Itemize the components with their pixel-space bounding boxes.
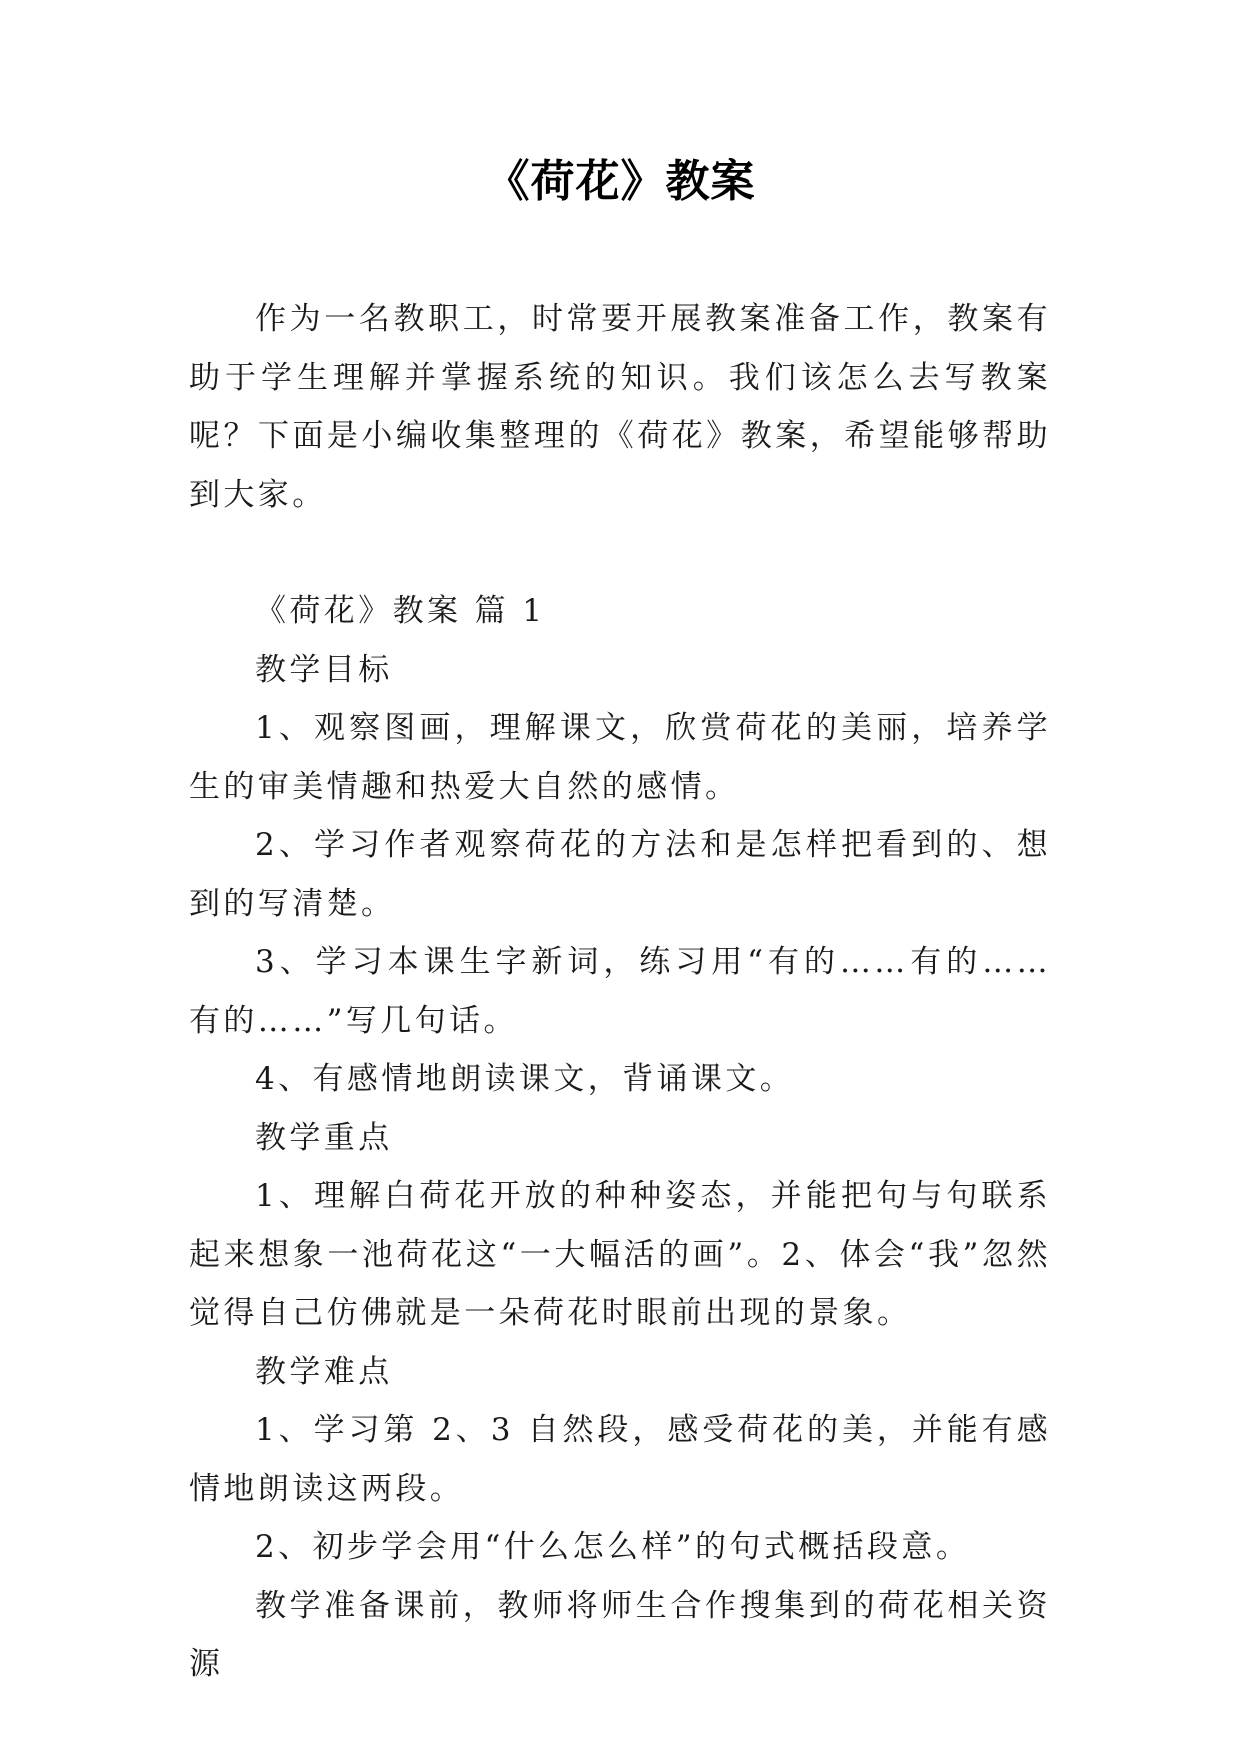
document-body: [189, 290, 1051, 1694]
intro-paragraph: 作为一名教职工，时常要开展教案准备工作，教案有助于学生理解并掌握系统的知识。我们该怎么去写教案呢？下面是小编收集整理的《荷花》教案，希望能够帮助到大家。: [189, 301, 1051, 513]
key-point-item: 1、理解白荷花开放的种种姿态，并能把句与句联系起来想象一池荷花这“一大幅活的画”。2、体会“我”忽然觉得自己仿佛就是一朵荷花时眼前出现的景象。: [189, 1178, 1051, 1331]
heading-difficulties: 教学难点: [255, 1353, 393, 1390]
heading-key-points: 教学重点: [255, 1119, 393, 1156]
goal-item-1: 1、观察图画，理解课文，欣赏荷花的美丽，培养学生的审美情趣和热爱大自然的感情。: [189, 710, 1051, 805]
difficulty-item-1: 1、学习第 2、3 自然段，感受荷花的美，并能有感情地朗读这两段。: [189, 1412, 1051, 1507]
section-heading: 《荷花》教案 篇 1: [255, 593, 546, 629]
document-title: 《荷花》教案: [485, 156, 756, 207]
goal-item-2: 2、学习作者观察荷花的方法和是怎样把看到的、想到的写清楚。: [189, 827, 1051, 922]
goal-item-3: 3、学习本课生字新词，练习用“有的……有的……有的……”写几句话。: [189, 944, 1051, 1039]
heading-teaching-goals: 教学目标: [255, 651, 393, 688]
preparation-paragraph: 教学准备课前，教师将师生合作搜集到的荷花相关资源: [189, 1587, 1051, 1682]
difficulty-item-2: 2、初步学会用“什么怎么样”的句式概括段意。: [255, 1529, 971, 1565]
goal-item-4: 4、有感情地朗读课文，背诵课文。: [255, 1061, 795, 1097]
paragraph-spacer: [189, 524, 1051, 582]
